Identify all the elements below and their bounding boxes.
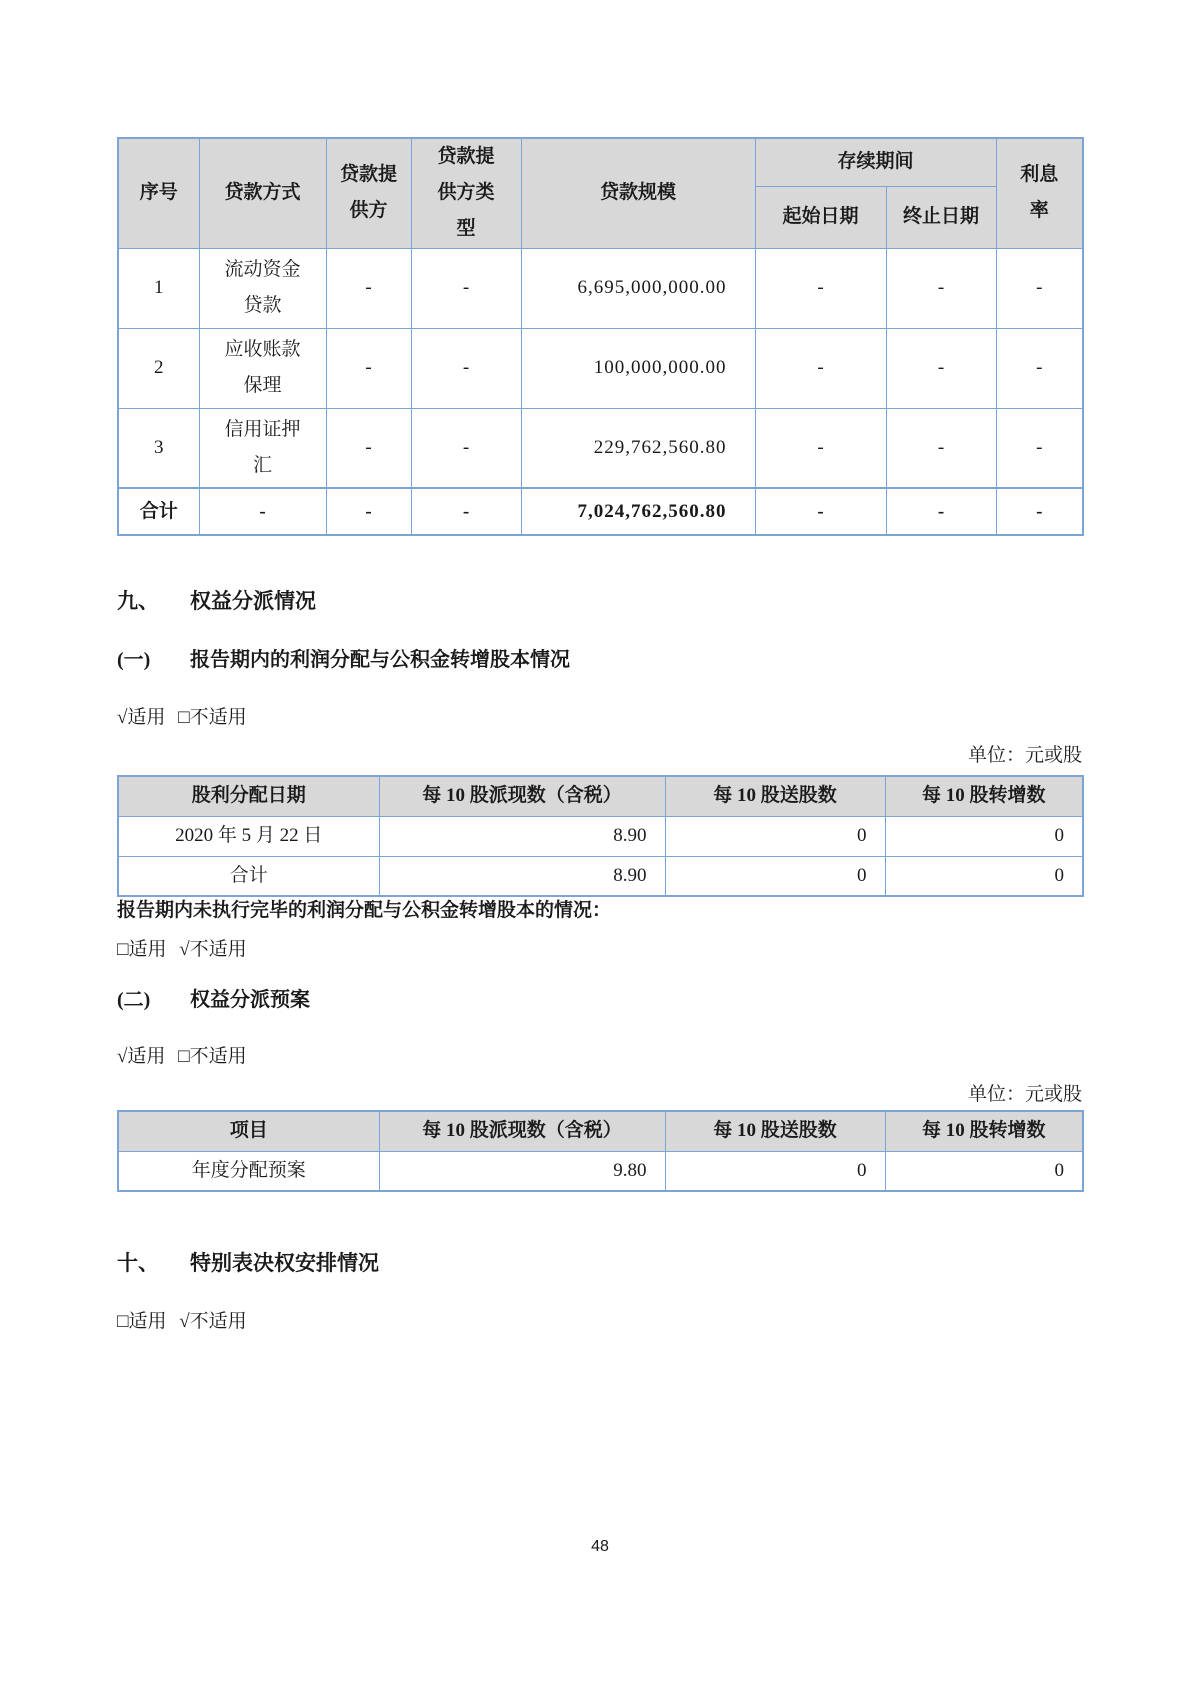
- cell-start-date: -: [755, 328, 886, 408]
- cell-scale-total: 7,024,762,560.80: [521, 488, 755, 535]
- col-header-duration: 存续期间: [755, 138, 996, 186]
- unit-label: 单位：元或股: [967, 745, 1082, 766]
- cell-method: 流动资金贷款: [199, 248, 326, 328]
- subsection-number: (二): [117, 989, 151, 1011]
- cell-transfer: 0: [885, 856, 1083, 896]
- col-header-end-date: 终止日期: [886, 186, 996, 248]
- table-row: [118, 248, 1083, 328]
- table-header-row: [118, 776, 1083, 816]
- proposal-table-header: [118, 1111, 1083, 1151]
- applicability-line: √适用 □不适用: [117, 1046, 247, 1067]
- applicability-line: √适用 □不适用: [117, 707, 247, 728]
- table-total-row: [118, 856, 1083, 896]
- cell-total-label: 合计: [118, 856, 379, 896]
- cell-end-date: -: [886, 328, 996, 408]
- loan-table-body: [118, 248, 1083, 535]
- col-header-rate: 利息率: [996, 138, 1083, 248]
- dividend-table: [117, 775, 1084, 897]
- cell-cash: 8.90: [379, 816, 665, 856]
- cell-method: 应收账款保理: [199, 328, 326, 408]
- page-number: 48: [591, 1538, 609, 1555]
- cell-bonus: 0: [665, 856, 885, 896]
- table-row: [118, 328, 1083, 408]
- cell-scale: 100,000,000.00: [521, 328, 755, 408]
- cell-provider-type: -: [411, 488, 521, 535]
- cell-end-date: -: [886, 408, 996, 488]
- col-header-provider-type: 贷款提供方类型: [411, 138, 521, 248]
- cell-no: 2: [118, 328, 199, 408]
- cell-no: 1: [118, 248, 199, 328]
- cell-date: 2020 年 5 月 22 日: [118, 816, 379, 856]
- cell-start-date: -: [755, 408, 886, 488]
- dividend-table-header: [118, 776, 1083, 816]
- col-header-bonus-per-10: 每 10 股送股数: [665, 1111, 885, 1151]
- col-header-provider: 贷款提供方: [326, 138, 411, 248]
- proposal-table-body: [118, 1151, 1083, 1191]
- cell-rate: -: [996, 248, 1083, 328]
- cell-start-date: -: [755, 488, 886, 535]
- subsection-number: (一): [117, 649, 151, 671]
- loan-table: [117, 137, 1084, 536]
- section-9-2-heading: [117, 988, 310, 1013]
- section-title: 权益分派情况: [190, 589, 316, 613]
- cell-provider-type: -: [411, 248, 521, 328]
- cell-bonus: 0: [665, 816, 885, 856]
- cell-transfer: 0: [885, 816, 1083, 856]
- cell-cash: 8.90: [379, 856, 665, 896]
- table-row: [118, 816, 1083, 856]
- cell-rate: -: [996, 488, 1083, 535]
- section-number: 十、: [117, 1251, 159, 1275]
- section-title: 特别表决权安排情况: [190, 1251, 379, 1275]
- cell-method: -: [199, 488, 326, 535]
- cell-end-date: -: [886, 488, 996, 535]
- cell-provider-type: -: [411, 408, 521, 488]
- cell-bonus: 0: [665, 1151, 885, 1191]
- col-header-cash-per-10: 每 10 股派现数（含税）: [379, 1111, 665, 1151]
- cell-item: 年度分配预案: [118, 1151, 379, 1191]
- col-header-transfer-per-10: 每 10 股转增数: [885, 776, 1083, 816]
- section-number: 九、: [117, 589, 159, 613]
- loan-table-header-row-1: [118, 138, 1083, 186]
- page-content: [117, 0, 1082, 1696]
- cell-scale: 229,762,560.80: [521, 408, 755, 488]
- subsection-title: 权益分派预案: [190, 989, 310, 1011]
- table-total-row: [118, 488, 1083, 535]
- table-row: [118, 408, 1083, 488]
- cell-transfer: 0: [885, 1151, 1083, 1191]
- cell-rate: -: [996, 408, 1083, 488]
- col-header-no: 序号: [118, 138, 199, 248]
- proposal-table: [117, 1110, 1084, 1192]
- cell-scale: 6,695,000,000.00: [521, 248, 755, 328]
- col-header-transfer-per-10: 每 10 股转增数: [885, 1111, 1083, 1151]
- table-row: [118, 1151, 1083, 1191]
- cell-provider: -: [326, 328, 411, 408]
- cell-no: 3: [118, 408, 199, 488]
- table-header-row: [118, 1111, 1083, 1151]
- cell-provider: -: [326, 488, 411, 535]
- subsection-title: 报告期内的利润分配与公积金转增股本情况: [190, 649, 570, 671]
- unit-label: 单位：元或股: [967, 1084, 1082, 1105]
- cell-provider-type: -: [411, 328, 521, 408]
- section-10-heading: [117, 1250, 379, 1276]
- cell-end-date: -: [886, 248, 996, 328]
- section-9-1-heading: [117, 648, 570, 673]
- cell-provider: -: [326, 248, 411, 328]
- cell-rate: -: [996, 328, 1083, 408]
- unexecuted-distribution-note: 报告期内未执行完毕的利润分配与公积金转增股本的情况：: [117, 900, 612, 921]
- applicability-line: □适用 √不适用: [117, 1311, 247, 1332]
- col-header-bonus-per-10: 每 10 股送股数: [665, 776, 885, 816]
- cell-provider: -: [326, 408, 411, 488]
- dividend-table-body: [118, 816, 1083, 896]
- col-header-start-date: 起始日期: [755, 186, 886, 248]
- applicability-line: □适用 √不适用: [117, 939, 247, 960]
- loan-table-header: [118, 138, 1083, 248]
- cell-method: 信用证押汇: [199, 408, 326, 488]
- cell-start-date: -: [755, 248, 886, 328]
- col-header-method: 贷款方式: [199, 138, 326, 248]
- col-header-date: 股利分配日期: [118, 776, 379, 816]
- col-header-item: 项目: [118, 1111, 379, 1151]
- cell-total-label: 合计: [118, 488, 199, 535]
- cell-cash: 9.80: [379, 1151, 665, 1191]
- col-header-scale: 贷款规模: [521, 138, 755, 248]
- col-header-cash-per-10: 每 10 股派现数（含税）: [379, 776, 665, 816]
- section-9-heading: [117, 588, 316, 614]
